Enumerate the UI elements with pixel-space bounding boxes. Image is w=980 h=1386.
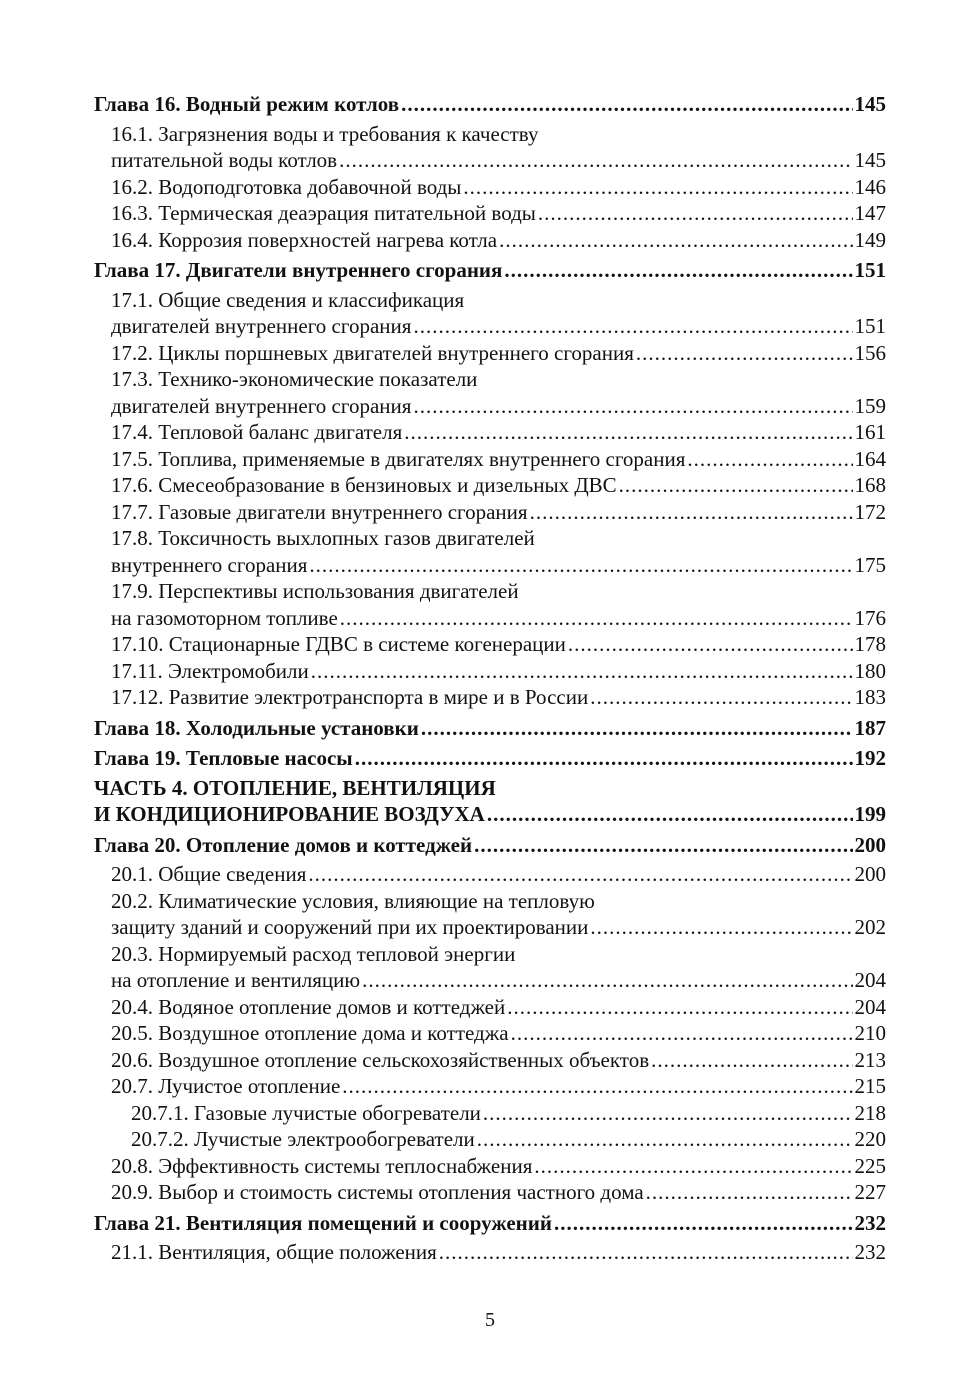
toc-section-20-7-2[interactable]: 20.7.2. Лучистые электрообогреватели ..... 220 xyxy=(94,1126,886,1153)
toc-section-17-12[interactable]: 17.12. Развитие электротранспорта в мире и в России ..... 183 xyxy=(94,684,886,711)
toc-section-17-3-line1[interactable]: 17.3. Технико-экономические показатели xyxy=(111,367,478,391)
toc-section-17-3[interactable]: двигателей внутреннего сгорания ..... 159 xyxy=(94,393,886,420)
toc-section-20-9[interactable]: 20.9. Выбор и стоимость системы отопления частного дома ..... 227 xyxy=(94,1179,886,1206)
toc-section-17-8[interactable]: внутреннего сгорания ..... 175 xyxy=(94,552,886,579)
dot-leader xyxy=(413,313,852,340)
dot-leader xyxy=(342,1073,852,1100)
dot-leader xyxy=(308,861,852,888)
toc-section-20-7[interactable]: 20.7. Лучистое отопление ..... 215 xyxy=(94,1073,886,1100)
toc-section-17-1-line1[interactable]: 17.1. Общие сведения и классификация xyxy=(111,287,465,312)
toc-section-16-1-line1[interactable]: 16.1. Загрязнения воды и требования к качеству xyxy=(111,121,539,146)
dot-leader xyxy=(355,745,853,772)
dot-leader xyxy=(590,914,852,941)
toc-section-17-11[interactable]: 17.11. Электромобили ..... 180 xyxy=(94,658,886,685)
toc-section-20-5[interactable]: 20.5. Воздушное отопление дома и коттеджа ..... 210 xyxy=(94,1020,886,1047)
dot-leader xyxy=(646,1179,853,1206)
dot-leader xyxy=(636,340,853,367)
toc-chapter-19[interactable]: Глава 19. Тепловые насосы ..... 192 xyxy=(94,745,886,772)
dot-leader xyxy=(413,393,852,420)
dot-leader xyxy=(362,967,852,994)
dot-leader xyxy=(687,446,852,473)
dot-leader xyxy=(507,994,852,1021)
dot-leader xyxy=(463,174,852,201)
toc-section-17-2[interactable]: 17.2. Циклы поршневых двигателей внутреннего сгорания ..... 156 xyxy=(94,340,886,367)
dot-leader xyxy=(340,605,853,632)
dot-leader xyxy=(404,419,852,446)
dot-leader xyxy=(619,472,853,499)
dot-leader xyxy=(483,1100,853,1127)
table-of-contents xyxy=(94,91,886,1266)
toc-section-16-4[interactable]: 16.4. Коррозия поверхностей нагрева котла ..... 149 xyxy=(94,227,886,254)
dot-leader xyxy=(439,1239,853,1266)
toc-part-4[interactable]: И КОНДИЦИОНИРОВАНИЕ ВОЗДУХА ..... 199 xyxy=(94,801,886,828)
dot-leader xyxy=(530,499,853,526)
toc-section-20-6[interactable]: 20.6. Воздушное отопление сельскохозяйственных объектов ..... 213 xyxy=(94,1047,886,1074)
toc-section-16-2[interactable]: 16.2. Водоподготовка добавочной воды ..... 146 xyxy=(94,174,886,201)
toc-section-20-8[interactable]: 20.8. Эффективность системы теплоснабжения ..... 225 xyxy=(94,1153,886,1180)
toc-section-21-1[interactable]: 21.1. Вентиляция, общие положения ..... 232 xyxy=(94,1239,886,1266)
dot-leader xyxy=(511,1020,853,1047)
dot-leader xyxy=(568,631,853,658)
dot-leader xyxy=(538,200,853,227)
toc-section-16-1[interactable]: питательной воды котлов ..... 145 xyxy=(94,147,886,174)
toc-chapter-16[interactable]: Глава 16. Водный режим котлов ..... 145 xyxy=(94,91,886,118)
toc-section-20-7-1[interactable]: 20.7.1. Газовые лучистые обогреватели ..... 218 xyxy=(94,1100,886,1127)
toc-section-17-10[interactable]: 17.10. Стационарные ГДВС в системе когенерации ..... 178 xyxy=(94,631,886,658)
toc-section-16-3[interactable]: 16.3. Термическая деаэрация питательной воды ..... 147 xyxy=(94,200,886,227)
toc-chapter-18[interactable]: Глава 18. Холодильные установки ..... 187 xyxy=(94,715,886,742)
toc-section-20-2[interactable]: защиту зданий и сооружений при их проектировании ..... 202 xyxy=(94,914,886,941)
dot-leader xyxy=(504,257,852,284)
toc-section-17-8-line1[interactable]: 17.8. Токсичность выхлопных газов двигателей xyxy=(111,526,535,550)
dot-leader xyxy=(311,658,853,685)
page-number: 5 xyxy=(485,1309,495,1331)
dot-leader xyxy=(590,684,852,711)
dot-leader xyxy=(487,801,853,828)
toc-section-20-1[interactable]: 20.1. Общие сведения ..... 200 xyxy=(94,861,886,888)
toc-section-17-9-line1[interactable]: 17.9. Перспективы использования двигателей xyxy=(111,579,519,603)
dot-leader xyxy=(499,227,852,254)
dot-leader xyxy=(534,1153,852,1180)
toc-section-20-2-line1[interactable]: 20.2. Климатические условия, влияющие на тепловую xyxy=(111,888,595,913)
dot-leader xyxy=(401,91,852,118)
toc-section-20-3-line1[interactable]: 20.3. Нормируемый расход тепловой энергии xyxy=(111,941,516,966)
toc-section-17-9[interactable]: на газомоторном топливе ..... 176 xyxy=(94,605,886,632)
dot-leader xyxy=(477,1126,853,1153)
toc-section-17-7[interactable]: 17.7. Газовые двигатели внутреннего сгорания ..... 172 xyxy=(94,499,886,526)
toc-section-17-4[interactable]: 17.4. Тепловой баланс двигателя ..... 161 xyxy=(94,419,886,446)
dot-leader xyxy=(421,715,853,742)
toc-chapter-20[interactable]: Глава 20. Отопление домов и коттеджей ..... 200 xyxy=(94,832,886,859)
toc-section-20-4[interactable]: 20.4. Водяное отопление домов и коттеджей ..... 204 xyxy=(94,994,886,1021)
toc-section-20-3[interactable]: на отопление и вентиляцию ..... 204 xyxy=(94,967,886,994)
dot-leader xyxy=(474,832,852,859)
dot-leader xyxy=(339,147,852,174)
toc-chapter-17[interactable]: Глава 17. Двигатели внутреннего сгорания ..... 151 xyxy=(94,257,886,284)
toc-section-17-1[interactable]: двигателей внутреннего сгорания ..... 151 xyxy=(94,313,886,340)
toc-section-17-5[interactable]: 17.5. Топлива, применяемые в двигателях внутреннего сгорания ..... 164 xyxy=(94,446,886,473)
toc-part-4-line1[interactable]: ЧАСТЬ 4. ОТОПЛЕНИЕ, ВЕНТИЛЯЦИЯ xyxy=(94,775,496,800)
dot-leader xyxy=(651,1047,852,1074)
dot-leader xyxy=(554,1210,853,1237)
toc-section-17-6[interactable]: 17.6. Смесеобразование в бензиновых и дизельных ДВС ..... 168 xyxy=(94,472,886,499)
dot-leader xyxy=(309,552,852,579)
toc-chapter-21[interactable]: Глава 21. Вентиляция помещений и сооружений ..... 232 xyxy=(94,1210,886,1237)
